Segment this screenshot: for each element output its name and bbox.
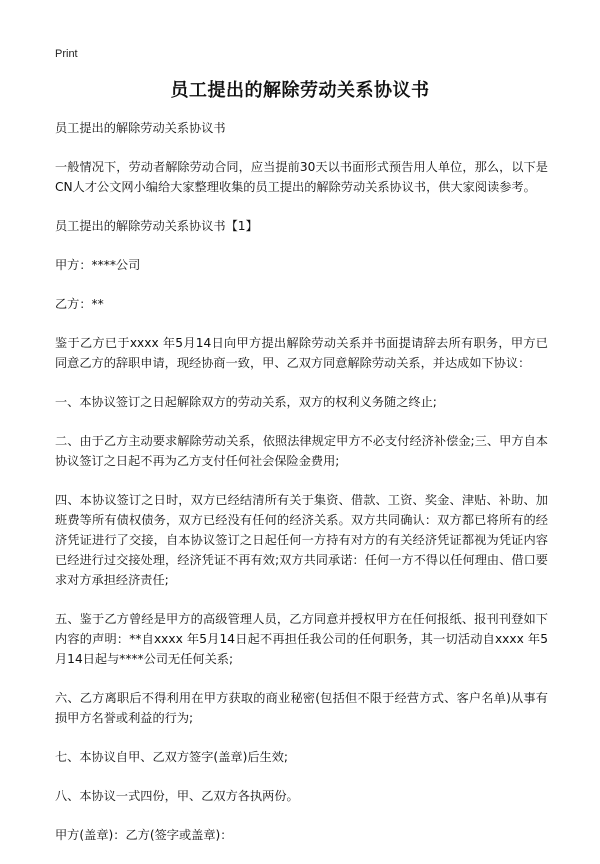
preamble-paragraph: 鉴于乙方已于xxxx 年5月14日向甲方提出解除劳动关系并书面提请辞去所有职务，甲方已同意乙方的辞职申请，现经协商一致，甲、乙双方同意解除劳动关系，并达成如下协议：	[55, 336, 548, 370]
document-body	[55, 118, 548, 864]
clause-2-3: 二、由于乙方主动要求解除劳动关系，依照法律规定甲方不必支付经济补偿金;三、甲方自本协议签订之日起不再为乙方支付任何社会保险金费用;	[55, 434, 548, 468]
document-title: 员工提出的解除劳动关系协议书	[170, 80, 430, 101]
clause-4: 四、本协议签订之日时，双方已经结清所有关于集资、借款、工资、奖金、津贴、补助、加班费等所有债权债务，双方已经没有任何的经济关系。双方共同确认：双方都已将所有的经济凭证进行了交接，自本协议签订之日起任何一方持有对方的有关经济凭证都视为凭证内容已经进行过交接处理，经济凭证不再有效;双方共同承诺：任何一方不得以任何理由、借口要求对方承担经济责任;	[55, 493, 548, 587]
subtitle-paragraph: 员工提出的解除劳动关系协议书	[55, 121, 226, 135]
clause-6: 六、乙方离职后不得利用在甲方获取的商业秘密(包括但不限于经营方式、客户名单)从事有损甲方名誉或利益的行为;	[55, 691, 548, 725]
clause-1: 一、本协议签订之日起解除双方的劳动关系，双方的权利义务随之终止;	[55, 395, 437, 409]
clause-5: 五、鉴于乙方曾经是甲方的高级管理人员，乙方同意并授权甲方在任何报纸、报刊刊登如下内容的声明：**自xxxx 年5月14日起不再担任我公司的任何职务，其一切活动自xxxx 年5月14日起与****公司无任何关系;	[55, 612, 548, 666]
intro-paragraph: 一般情况下，劳动者解除劳动合同，应当提前30天以书面形式预告用人单位，那么，以下是CN人才公文网小编给大家整理收集的员工提出的解除劳动关系协议书，供大家阅读参考。	[55, 160, 548, 194]
print-link[interactable]: Print	[55, 48, 78, 60]
agreement-heading: 员工提出的解除劳动关系协议书【1】	[55, 219, 258, 233]
party-b-line: 乙方：**	[55, 297, 104, 311]
clause-7: 七、本协议自甲、乙双方签字(盖章)后生效;	[55, 750, 288, 764]
party-a-line: 甲方：****公司	[55, 258, 141, 272]
clause-8: 八、本协议一式四份，甲、乙双方各执两份。	[55, 789, 299, 803]
signature-line: 甲方(盖章)：乙方(签字或盖章)：	[55, 828, 233, 842]
